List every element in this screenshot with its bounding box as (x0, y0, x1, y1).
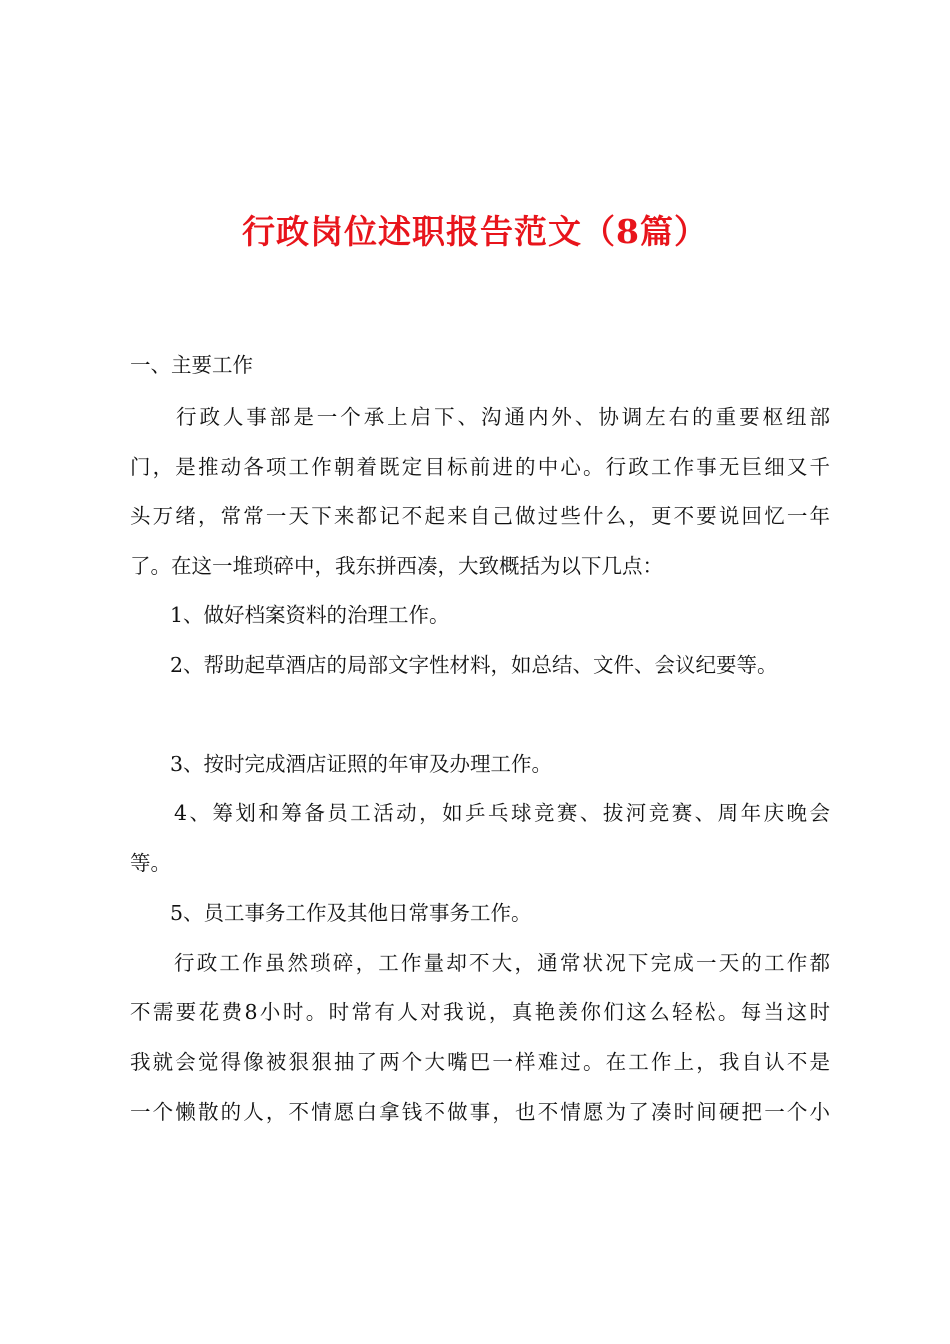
paragraph-line: 行政人事部是一个承上启下、沟通内外、协调左右的重要枢纽部 (176, 405, 830, 429)
paragraph-line: 不需要花费8小时。时常有人对我说，真艳羡你们这么轻松。每当这时 (130, 1000, 830, 1024)
section-heading: 一、主要工作 (130, 353, 253, 377)
list-item-1: 1、做好档案资料的治理工作。 (170, 603, 450, 627)
list-item-5: 5、员工事务工作及其他日常事务工作。 (170, 901, 532, 925)
paragraph-line: 一个懒散的人，不情愿白拿钱不做事，也不情愿为了凑时间硬把一个小 (130, 1100, 830, 1124)
list-item-line: 4、筹划和筹备员工活动，如乒乓球竞赛、拔河竞赛、周年庆晚会 (174, 801, 830, 825)
document-title: 行政岗位述职报告范文（8篇） (242, 212, 708, 251)
list-item-2: 2、帮助起草酒店的局部文字性材料，如总结、文件、会议纪要等。 (170, 653, 778, 677)
list-item-line: 等。 (130, 851, 171, 875)
paragraph-line: 我就会觉得像被狠狠抽了两个大嘴巴一样难过。在工作上，我自认不是 (130, 1050, 830, 1074)
paragraph-line: 行政工作虽然琐碎，工作量却不大，通常状况下完成一天的工作都 (174, 951, 830, 975)
paragraph-line: 了。在这一堆琐碎中，我东拼西凑，大致概括为以下几点： (130, 554, 663, 578)
paragraph-line: 门，是推动各项工作朝着既定目标前进的中心。行政工作事无巨细又千 (130, 455, 830, 479)
list-item-3: 3、按时完成酒店证照的年审及办理工作。 (170, 752, 553, 776)
paragraph-line: 头万绪，常常一天下来都记不起来自己做过些什么，更不要说回忆一年 (130, 504, 830, 528)
